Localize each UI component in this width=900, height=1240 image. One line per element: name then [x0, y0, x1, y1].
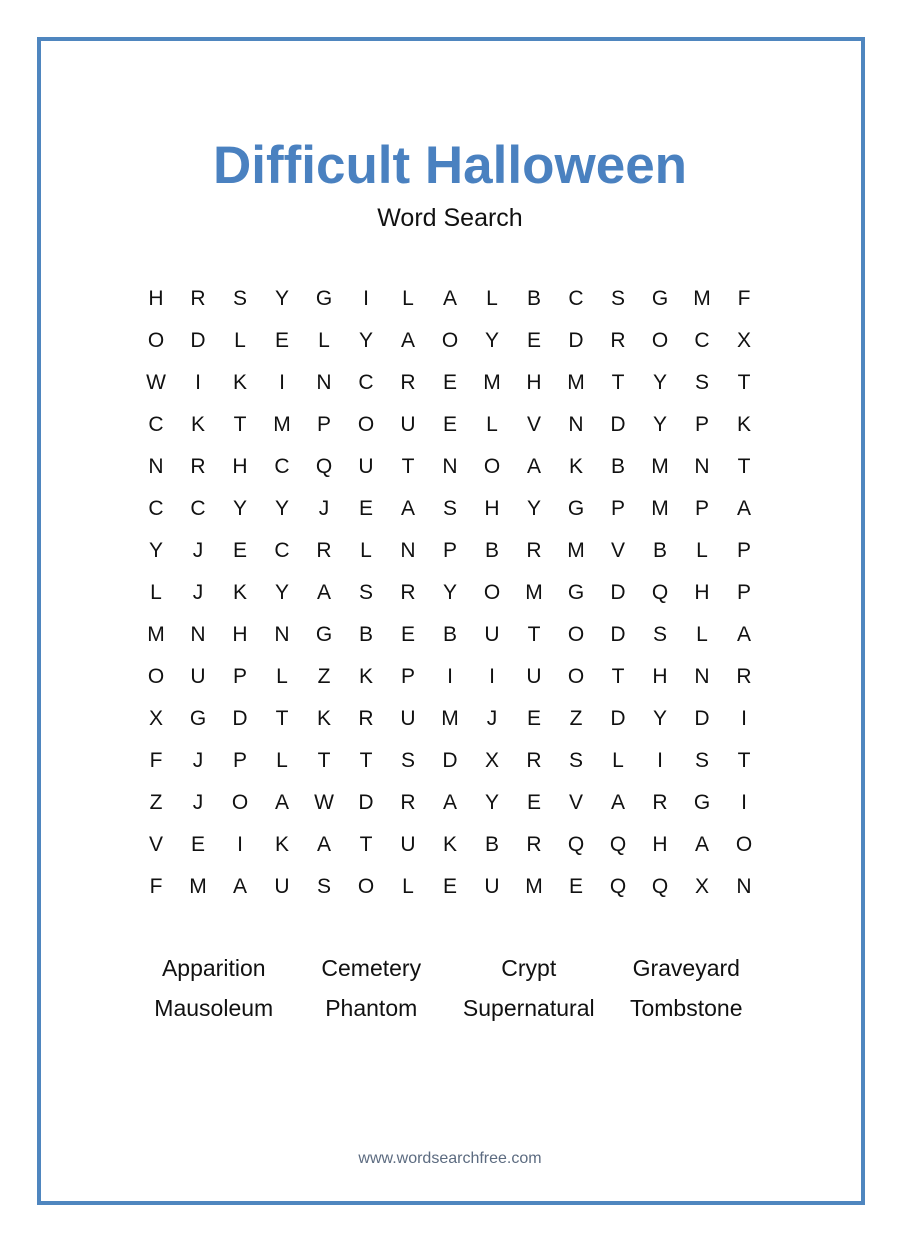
- grid-row: [135, 740, 765, 782]
- grid-letter: C: [190, 497, 206, 520]
- grid-letter: E: [526, 707, 541, 730]
- grid-letter: C: [274, 539, 290, 562]
- grid-letter: L: [612, 749, 624, 772]
- grid-letter: D: [358, 791, 374, 814]
- grid-letter: O: [357, 413, 375, 436]
- grid-letter: B: [484, 833, 499, 856]
- grid-letter: R: [526, 539, 542, 562]
- grid-letter: H: [232, 623, 248, 646]
- grid-letter: D: [610, 581, 626, 604]
- grid-letter: T: [317, 749, 331, 772]
- grid-letter: N: [316, 371, 332, 394]
- grid-letter: V: [568, 791, 583, 814]
- grid-letter: E: [442, 413, 457, 436]
- grid-letter: A: [694, 833, 709, 856]
- grid-letter: S: [652, 623, 667, 646]
- grid-letter: J: [486, 707, 498, 730]
- grid-row: [135, 572, 765, 614]
- grid-letter: K: [736, 413, 751, 436]
- grid-letter: S: [400, 749, 415, 772]
- grid-letter: V: [148, 833, 163, 856]
- grid-letter: L: [696, 623, 708, 646]
- grid-letter: Q: [651, 581, 669, 604]
- grid-letter: Y: [232, 497, 247, 520]
- grid-letter: I: [195, 371, 201, 394]
- grid-letter: S: [694, 371, 709, 394]
- grid-letter: I: [489, 665, 495, 688]
- word-list-item: Supernatural: [462, 995, 595, 1021]
- grid-letter: Y: [484, 791, 499, 814]
- grid-letter: S: [232, 287, 247, 310]
- grid-letter: E: [400, 623, 415, 646]
- grid-letter: P: [694, 413, 709, 436]
- grid-letter: W: [314, 791, 334, 814]
- grid-letter: K: [442, 833, 457, 856]
- grid-letter: M: [693, 287, 711, 310]
- grid-letter: U: [484, 623, 500, 646]
- grid-letter: Z: [569, 707, 583, 730]
- grid-letter: A: [274, 791, 289, 814]
- grid-letter: P: [694, 497, 709, 520]
- grid-letter: L: [234, 329, 246, 352]
- grid-letter: Y: [442, 581, 457, 604]
- word-list-item: Graveyard: [632, 955, 740, 981]
- grid-letter: T: [359, 749, 373, 772]
- grid-letter: R: [610, 329, 626, 352]
- grid-letter: D: [610, 413, 626, 436]
- grid-row: [135, 782, 765, 824]
- grid-letter: M: [567, 371, 585, 394]
- grid-letter: Y: [652, 371, 667, 394]
- grid-letter: Y: [652, 413, 667, 436]
- grid-letter: K: [190, 413, 205, 436]
- grid-letter: X: [484, 749, 499, 772]
- grid-row: [135, 530, 765, 572]
- grid-letter: H: [484, 497, 500, 520]
- grid-letter: J: [192, 539, 204, 562]
- grid-letter: O: [483, 581, 501, 604]
- grid-letter: S: [568, 749, 583, 772]
- grid-letter: P: [316, 413, 331, 436]
- grid-letter: R: [526, 833, 542, 856]
- grid-letter: A: [316, 833, 331, 856]
- grid-letter: T: [611, 665, 625, 688]
- grid-letter: B: [442, 623, 457, 646]
- grid-letter: I: [741, 707, 747, 730]
- grid-letter: A: [526, 455, 541, 478]
- grid-letter: C: [358, 371, 374, 394]
- letter-grid: [135, 278, 765, 908]
- grid-letter: L: [696, 539, 708, 562]
- grid-row: [135, 698, 765, 740]
- grid-letter: P: [610, 497, 625, 520]
- grid-letter: L: [402, 875, 414, 898]
- page-title: Difficult Halloween: [212, 136, 688, 195]
- grid-letter: D: [232, 707, 248, 730]
- grid-letter: F: [737, 287, 751, 310]
- grid-letter: R: [190, 287, 206, 310]
- grid-letter: I: [741, 791, 747, 814]
- grid-letter: T: [737, 371, 751, 394]
- grid-letter: J: [318, 497, 330, 520]
- grid-letter: P: [400, 665, 415, 688]
- grid-letter: O: [441, 329, 459, 352]
- grid-letter: R: [358, 707, 374, 730]
- grid-letter: X: [148, 707, 163, 730]
- grid-letter: S: [610, 287, 625, 310]
- grid-letter: N: [148, 455, 164, 478]
- word-list-item: Tombstone: [629, 995, 743, 1021]
- grid-letter: T: [275, 707, 289, 730]
- grid-letter: M: [525, 875, 543, 898]
- grid-letter: O: [147, 665, 165, 688]
- grid-letter: U: [358, 455, 374, 478]
- grid-letter: C: [568, 287, 584, 310]
- grid-letter: N: [400, 539, 416, 562]
- grid-letter: R: [736, 665, 752, 688]
- grid-letter: M: [273, 413, 291, 436]
- grid-letter: O: [735, 833, 753, 856]
- grid-letter: U: [526, 665, 542, 688]
- grid-letter: I: [447, 665, 453, 688]
- grid-letter: B: [358, 623, 373, 646]
- grid-letter: Z: [317, 665, 331, 688]
- grid-letter: C: [694, 329, 710, 352]
- grid-letter: Z: [149, 791, 163, 814]
- grid-letter: P: [232, 665, 247, 688]
- grid-letter: E: [232, 539, 247, 562]
- grid-letter: G: [651, 287, 669, 310]
- grid-row: [135, 488, 765, 530]
- grid-letter: N: [442, 455, 458, 478]
- grid-letter: M: [525, 581, 543, 604]
- grid-letter: O: [483, 455, 501, 478]
- grid-letter: H: [652, 665, 668, 688]
- word-list: [135, 952, 765, 1024]
- grid-letter: M: [441, 707, 459, 730]
- grid-row: [135, 362, 765, 404]
- grid-letter: J: [192, 581, 204, 604]
- grid-letter: N: [190, 623, 206, 646]
- grid-letter: Q: [651, 875, 669, 898]
- grid-row: [135, 278, 765, 320]
- grid-letter: E: [442, 371, 457, 394]
- grid-letter: G: [693, 791, 711, 814]
- grid-letter: S: [442, 497, 457, 520]
- grid-letter: T: [737, 749, 751, 772]
- grid-letter: Y: [274, 287, 289, 310]
- grid-letter: X: [694, 875, 709, 898]
- grid-letter: P: [232, 749, 247, 772]
- grid-letter: U: [190, 665, 206, 688]
- grid-letter: C: [148, 497, 164, 520]
- word-list-item: Crypt: [501, 955, 557, 981]
- grid-row: [135, 404, 765, 446]
- grid-letter: P: [736, 581, 751, 604]
- grid-row: [135, 824, 765, 866]
- grid-letter: A: [400, 497, 415, 520]
- grid-letter: E: [526, 329, 541, 352]
- grid-letter: M: [567, 539, 585, 562]
- grid-letter: M: [651, 455, 669, 478]
- grid-letter: Y: [484, 329, 499, 352]
- grid-letter: I: [657, 749, 663, 772]
- grid-letter: Q: [567, 833, 585, 856]
- grid-letter: L: [276, 749, 288, 772]
- grid-letter: R: [400, 791, 416, 814]
- grid-letter: K: [232, 581, 247, 604]
- grid-letter: N: [568, 413, 584, 436]
- grid-letter: U: [400, 413, 416, 436]
- grid-letter: T: [233, 413, 247, 436]
- grid-letter: G: [567, 581, 585, 604]
- grid-letter: Q: [315, 455, 333, 478]
- grid-letter: Y: [148, 539, 163, 562]
- grid-letter: E: [274, 329, 289, 352]
- grid-letter: C: [148, 413, 164, 436]
- grid-letter: N: [274, 623, 290, 646]
- grid-letter: L: [318, 329, 330, 352]
- grid-letter: T: [527, 623, 541, 646]
- grid-letter: E: [568, 875, 583, 898]
- grid-letter: J: [192, 791, 204, 814]
- grid-letter: P: [736, 539, 751, 562]
- grid-letter: R: [190, 455, 206, 478]
- grid-letter: T: [611, 371, 625, 394]
- grid-letter: U: [400, 833, 416, 856]
- grid-letter: R: [400, 581, 416, 604]
- grid-letter: I: [279, 371, 285, 394]
- grid-letter: O: [147, 329, 165, 352]
- grid-letter: X: [736, 329, 751, 352]
- grid-letter: O: [567, 623, 585, 646]
- grid-letter: A: [400, 329, 415, 352]
- grid-letter: Y: [652, 707, 667, 730]
- grid-letter: M: [483, 371, 501, 394]
- grid-letter: Q: [609, 833, 627, 856]
- grid-letter: D: [610, 707, 626, 730]
- grid-letter: F: [149, 749, 163, 772]
- word-list-item: Apparition: [161, 955, 266, 981]
- grid-letter: T: [359, 833, 373, 856]
- grid-letter: R: [652, 791, 668, 814]
- grid-letter: H: [148, 287, 164, 310]
- grid-letter: N: [694, 665, 710, 688]
- grid-row: [135, 866, 765, 908]
- grid-letter: O: [651, 329, 669, 352]
- grid-letter: F: [149, 875, 163, 898]
- grid-letter: N: [694, 455, 710, 478]
- grid-letter: G: [315, 623, 333, 646]
- grid-letter: A: [442, 791, 457, 814]
- grid-letter: K: [232, 371, 247, 394]
- grid-letter: Y: [274, 497, 289, 520]
- grid-letter: B: [610, 455, 625, 478]
- grid-letter: M: [189, 875, 207, 898]
- grid-letter: A: [232, 875, 247, 898]
- grid-letter: L: [486, 413, 498, 436]
- grid-letter: L: [276, 665, 288, 688]
- grid-letter: H: [652, 833, 668, 856]
- grid-row: [135, 614, 765, 656]
- grid-letter: N: [736, 875, 752, 898]
- grid-letter: B: [484, 539, 499, 562]
- grid-letter: C: [274, 455, 290, 478]
- grid-letter: M: [147, 623, 165, 646]
- grid-letter: B: [526, 287, 541, 310]
- grid-letter: Q: [609, 875, 627, 898]
- grid-letter: D: [442, 749, 458, 772]
- grid-letter: K: [358, 665, 373, 688]
- grid-letter: P: [442, 539, 457, 562]
- grid-letter: R: [316, 539, 332, 562]
- grid-letter: E: [190, 833, 205, 856]
- grid-letter: A: [610, 791, 625, 814]
- grid-letter: H: [232, 455, 248, 478]
- grid-letter: D: [694, 707, 710, 730]
- grid-letter: D: [610, 623, 626, 646]
- grid-letter: G: [315, 287, 333, 310]
- grid-letter: V: [610, 539, 625, 562]
- grid-letter: G: [189, 707, 207, 730]
- grid-letter: U: [484, 875, 500, 898]
- grid-letter: I: [237, 833, 243, 856]
- grid-letter: A: [736, 497, 751, 520]
- grid-letter: R: [400, 371, 416, 394]
- grid-letter: O: [567, 665, 585, 688]
- grid-letter: E: [526, 791, 541, 814]
- grid-letter: L: [360, 539, 372, 562]
- grid-letter: Y: [358, 329, 373, 352]
- grid-letter: S: [694, 749, 709, 772]
- grid-letter: K: [274, 833, 289, 856]
- grid-row: [135, 446, 765, 488]
- grid-row: [135, 320, 765, 362]
- grid-letter: L: [486, 287, 498, 310]
- grid-letter: H: [694, 581, 710, 604]
- word-list-item: Cemetery: [321, 955, 422, 981]
- grid-letter: Y: [526, 497, 541, 520]
- grid-letter: L: [150, 581, 162, 604]
- grid-letter: R: [526, 749, 542, 772]
- grid-letter: D: [568, 329, 584, 352]
- grid-letter: S: [358, 581, 373, 604]
- grid-letter: K: [316, 707, 331, 730]
- grid-letter: O: [357, 875, 375, 898]
- grid-letter: G: [567, 497, 585, 520]
- grid-row: [135, 656, 765, 698]
- word-list-item: Mausoleum: [154, 995, 274, 1021]
- grid-letter: L: [402, 287, 414, 310]
- page-subtitle: Word Search: [377, 204, 523, 232]
- grid-letter: O: [231, 791, 249, 814]
- grid-letter: U: [400, 707, 416, 730]
- grid-letter: A: [442, 287, 457, 310]
- grid-letter: E: [442, 875, 457, 898]
- grid-letter: J: [192, 749, 204, 772]
- grid-letter: A: [316, 581, 331, 604]
- grid-letter: E: [358, 497, 373, 520]
- grid-letter: M: [651, 497, 669, 520]
- grid-letter: B: [652, 539, 667, 562]
- grid-letter: T: [401, 455, 415, 478]
- grid-letter: W: [146, 371, 166, 394]
- word-list-item: Phantom: [325, 995, 418, 1021]
- grid-letter: V: [526, 413, 541, 436]
- grid-letter: T: [737, 455, 751, 478]
- grid-letter: I: [363, 287, 369, 310]
- grid-letter: H: [526, 371, 542, 394]
- grid-letter: Y: [274, 581, 289, 604]
- grid-letter: K: [568, 455, 583, 478]
- grid-letter: S: [316, 875, 331, 898]
- grid-letter: A: [736, 623, 751, 646]
- footer-url: www.wordsearchfree.com: [358, 1150, 542, 1167]
- grid-letter: U: [274, 875, 290, 898]
- grid-letter: D: [190, 329, 206, 352]
